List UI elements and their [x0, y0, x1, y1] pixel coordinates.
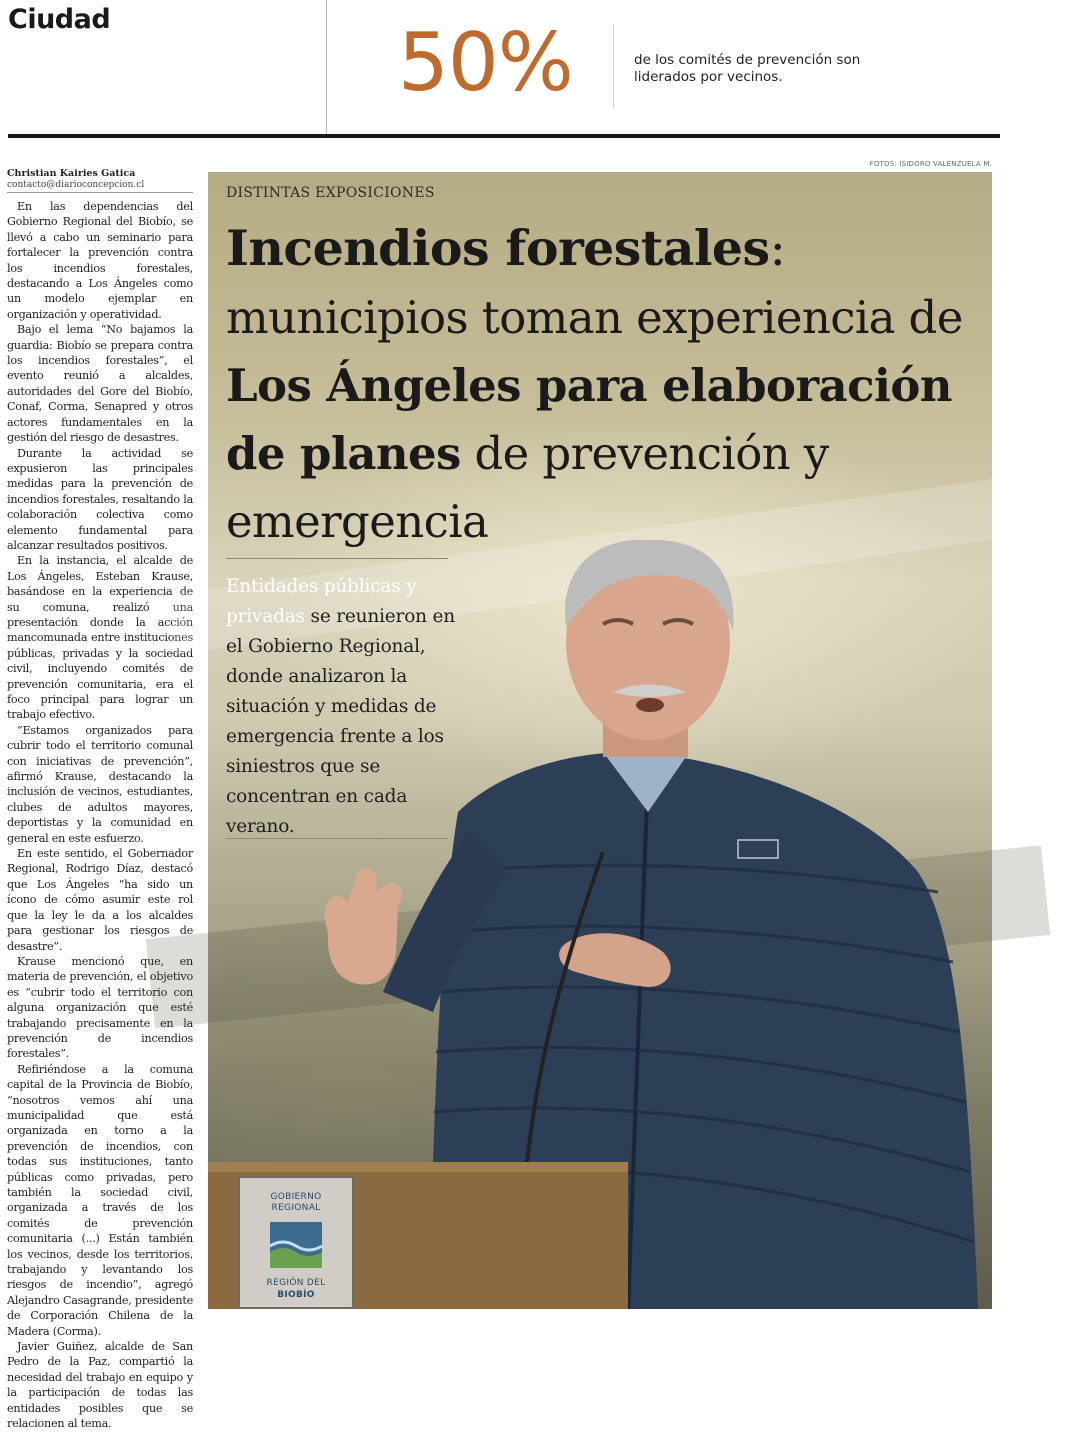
stat-caption: de los comités de prevención son liderados por vecinos. — [634, 52, 861, 85]
article-kicker: DISTINTAS EXPOSICIONES — [226, 185, 435, 201]
headline-part2: municipios toman experiencia de — [226, 291, 963, 344]
podium-sign — [238, 1176, 354, 1309]
headline-part4: de prevención y emergencia — [226, 427, 829, 548]
photo-credit: FOTOS: ISIDORO VALENZUELA M. — [869, 160, 992, 168]
body-paragraph: Javier Guiñez, alcalde de San Pedro de la Paz, compartió la necesidad del trabajo en equipo y la participación de todas las entidades posibles que se relacionen al tema. — [7, 1340, 193, 1431]
body-paragraph: Krause mencionó que, en materia de prevención, el objetivo es “cubrir todo el territorio con alguna organización que esté trabajando precisamente en la prevención de incendios forestales”. — [7, 954, 193, 1061]
body-paragraph: En este sentido, el Gobernador Regional, Rodrigo Díaz, destacó que Los Ángeles “ha sido un ícono de cómo asumir este rol que la ley le da a los alcaldes para gestionar los riesgos de desastre”. — [7, 847, 193, 953]
header-rule — [8, 134, 1000, 138]
headline-part1: Incendios forestales — [226, 219, 770, 277]
sign-line: BIOBÍO — [277, 1290, 315, 1300]
body-paragraph: “Estamos organizados para cubrir todo el territorio comunal con iniciativas de prevención”, afirmó Krause, destacando la inclusión de vecinos, estudiantes, clubes de adultos mayores, deportistas y la comunidad en general en este esfuerzo. — [7, 723, 193, 845]
byline-rule — [7, 192, 193, 193]
highlight-stat: 50% — [398, 16, 573, 109]
body-paragraph: En la instancia, el alcalde de Los Ángeles, Esteban Krause, basándose en la experiencia de su comuna, realizó una presentación donde la acción mancomunada entre instituciones públicas, privadas y la sociedad civil, incluyendo comités de prevención comunitaria, era el foco principal para lograr un trabajo efectivo. — [7, 554, 193, 722]
headline-colon: : — [769, 220, 786, 277]
article-headline — [226, 214, 986, 556]
sign-line: GOBIERNO — [270, 1192, 322, 1202]
author-name: Christian Kairies Gatica — [7, 168, 136, 179]
stat-divider — [613, 24, 614, 108]
lead-rule-bottom — [226, 838, 448, 839]
region-logo-icon — [270, 1222, 322, 1268]
lead-photo — [208, 172, 992, 1309]
speaker-left-hand — [325, 868, 402, 984]
body-paragraph: Durante la actividad se expusieron las principales medidas para la prevención de incendios forestales, resaltando la colaboración colectiva como elemento fundamental para alcanzar resultados positivos. — [7, 446, 193, 552]
body-paragraph: En las dependencias del Gobierno Regional del Biobío, se llevó a cabo un seminario para fortalecer la prevención contra los incendios forestales, destacando a Los Ángeles como un modelo ejemplar en organización y operatividad. — [7, 200, 193, 321]
sign-line: REGIONAL — [271, 1203, 321, 1213]
section-label: Ciudad — [8, 4, 111, 35]
body-paragraph: Bajo el lema “No bajamos la guardia: Biobío se prepara contra los incendios forestales”, el evento reunió a alcaldes, autoridades del Gore del Biobío, Conaf, Corma, Senapred y otros actores fundamentales en la gestión del riesgo de desastres. — [7, 323, 193, 445]
lead-text: se reunieron en el Gobierno Regional, donde analizaron la situación y medidas de emergencia frente a los siniestros que se concentran en cada verano. — [226, 606, 455, 837]
article-lead — [226, 572, 466, 842]
author-email: contacto@diarioconcepcion.cl — [7, 180, 145, 190]
lead-rule-top — [226, 558, 448, 559]
headline-part3: Los Ángeles para elaboración de planes — [226, 359, 952, 480]
body-paragraph: Refiriéndose a la comuna capital de la Provincia de Biobío, “nosotros vemos ahí una municipalidad que está organizada en torno a la prevención de incendios, con todas sus instituciones, tanto públicas como privadas, pero también la sociedad civil, organizada a través de los comités de prevención comunitaria (...) Están también los vecinos, desde los territorios, trabajando y levantando los riesgos de incendio”, agregó Alejandro Casagrande, presidente de Corporación Chilena de la Madera (Corma). — [7, 1062, 193, 1338]
sign-line: REGIÓN DEL — [266, 1278, 326, 1288]
lead-highlight: Entidades públicas y privadas — [226, 576, 417, 627]
article-body — [7, 199, 193, 1431]
header-divider — [326, 0, 327, 134]
